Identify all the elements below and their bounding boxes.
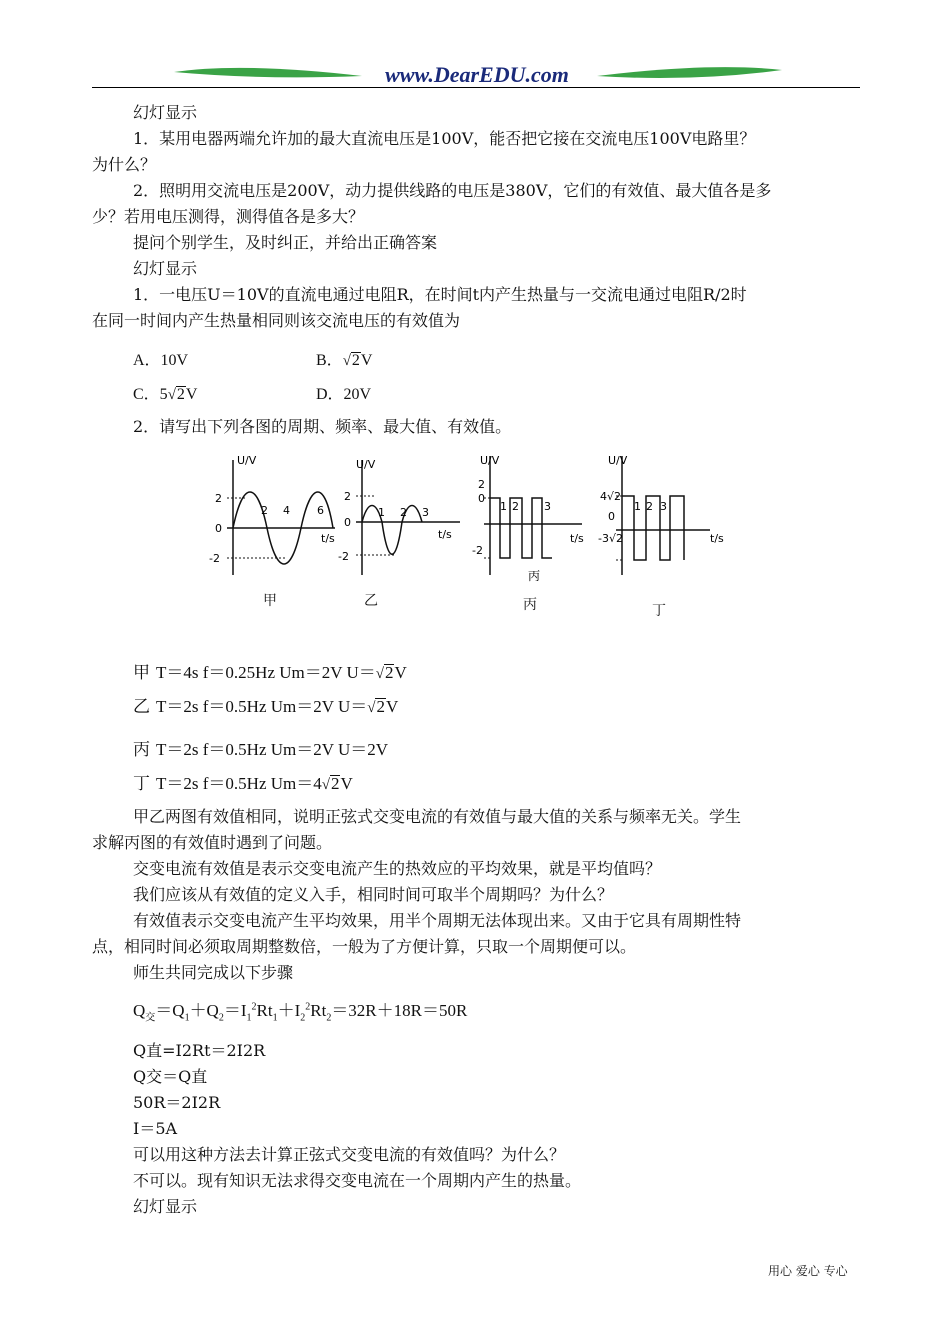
bing-ylabel: U/V (480, 454, 500, 467)
yi-tick-ymin: -2 (338, 550, 349, 563)
jia-tick-x1: 2 (261, 504, 268, 517)
step-result: I＝5A (133, 1119, 178, 1138)
jia-tick-ymax: 2 (215, 492, 222, 505)
jia-tick-zero: 0 (215, 522, 222, 535)
exercise-1: 1．一电压U＝10V的直流电通过电阻R，在时间t内产生热量与一交流电通过电阻R/2时 (133, 285, 747, 304)
jia-xlabel: t/s (321, 532, 335, 545)
exercise-1-cont: 在同一时间内产生热量相同则该交流电压的有效值为 (92, 311, 461, 330)
ding-tick-ymin: -3√2 (598, 532, 623, 545)
ding-tick-zero: 0 (608, 510, 615, 523)
yi-tick-x2: 2 (400, 506, 407, 519)
header-banner (92, 58, 860, 90)
right-green-swoosh (597, 67, 782, 78)
option-d: D．20V (316, 386, 372, 403)
caption-ding: 丁 (652, 603, 666, 619)
bing-inner-caption: 丙 (528, 569, 541, 583)
steps-heading: 师生共同完成以下步骤 (133, 963, 294, 982)
answer-jia: 甲 T＝4s f＝0.25Hz Um＝2V U＝√2V (133, 663, 407, 683)
site-logo-text: www.DearEDU.com (385, 62, 569, 87)
ding-tick-x2: 2 (646, 500, 653, 513)
discussion-1-cont: 求解丙图的有效值时遇到了问题。 (92, 833, 333, 852)
teacher-note: 提问个别学生，及时纠正，并给出正确答案 (133, 233, 438, 252)
slide-heading: 幻灯显示 (133, 103, 198, 122)
answer-sine: 不可以。现有知识无法求得交变电流在一个周期内产生的热量。 (133, 1171, 582, 1190)
answer-bing: 丙 T＝2s f＝0.5Hz Um＝2V U＝2V (133, 740, 389, 760)
discussion-4: 有效值表示交变电流产生平均效果，用半个周期无法体现出来。又由于它具有周期性特 (133, 911, 742, 930)
caption-bing: 丙 (523, 597, 537, 613)
jia-tick-x2: 4 (283, 504, 290, 517)
slide-heading-3: 幻灯显示 (133, 1197, 198, 1216)
caption-yi: 乙 (364, 593, 378, 609)
jia-tick-ymin: -2 (209, 552, 220, 565)
discussion-4-cont: 点，相同时间必须取周期整数倍，一般为了方便计算，只取一个周期便可以。 (92, 937, 637, 956)
bing-tick-ymax: 2 (478, 478, 485, 491)
heat-formula: $Q_交=Q_1+Q_2=I_1^2Rt_1+I_2^2Rt_2=32R+18R=50R$ (133, 1001, 468, 1024)
ding-tick-x1: 1 (634, 500, 641, 513)
jia-tick-x3: 6 (317, 504, 324, 517)
jia-ylabel: U/V (237, 454, 257, 467)
yi-xlabel: t/s (438, 528, 452, 541)
step-q-direct: Q直=I2Rt＝2I2R (133, 1041, 266, 1060)
discussion-2: 交变电流有效值是表示交变电流产生的热效应的平均效果，就是平均值吗？ (133, 859, 662, 878)
question-1: 1．某用电器两端允许加的最大直流电压是100V，能否把它接在交流电压100V电路里？ (133, 129, 756, 148)
yi-ylabel: U/V (356, 458, 376, 471)
ding-tick-x3: 3 (660, 500, 667, 513)
step-equation: 50R＝2I2R (133, 1093, 221, 1112)
left-green-swoosh (174, 68, 362, 78)
question-2: 2．照明用交流电压是200V，动力提供线路的电压是380V，它们的有效值、最大值各是多 (133, 181, 772, 200)
yi-tick-zero: 0 (344, 516, 351, 529)
yi-tick-x1: 1 (378, 506, 385, 519)
discussion-3: 我们应该从有效值的定义入手，相同时间可取半个周期吗？为什么？ (133, 885, 614, 904)
question-2-cont: 少？若用电压测得，测得值各是多大？ (92, 207, 365, 226)
yi-tick-ymax: 2 (344, 490, 351, 503)
discussion-1: 甲乙两图有效值相同，说明正弦式交变电流的有效值与最大值的关系与频率无关。学生 (133, 807, 742, 826)
yi-tick-x3: 3 (422, 506, 429, 519)
bing-tick-x1: 1 (500, 500, 507, 513)
ding-ylabel: U/V (608, 454, 628, 467)
graph-bing (470, 450, 600, 585)
bing-tick-ymin: -2 (472, 544, 483, 557)
footer-text: 用心 爱心 专心 (768, 1264, 848, 1278)
slide-heading-2: 幻灯显示 (133, 259, 198, 278)
option-a: A．10V (133, 352, 189, 369)
caption-jia: 甲 (263, 593, 277, 609)
graph-ding (598, 450, 738, 585)
exercise-2: 2．请写出下列各图的周期、频率、最大值、有效值。 (133, 417, 512, 436)
answer-ding: 丁 T＝2s f＝0.5Hz Um＝4√2V (133, 774, 353, 794)
bing-tick-zero: 0 (478, 492, 485, 505)
answer-yi: 乙 T＝2s f＝0.5Hz Um＝2V U＝√2V (133, 697, 399, 717)
graph-yi (338, 450, 468, 580)
question-1-cont: 为什么？ (92, 155, 157, 174)
option-b: B．√2V (316, 352, 373, 369)
graph-jia (205, 450, 345, 580)
bing-xlabel: t/s (570, 532, 584, 545)
ding-xlabel: t/s (710, 532, 724, 545)
ding-tick-ymax: 4√2 (600, 490, 622, 503)
option-c: C．5√2V (133, 386, 198, 403)
bing-tick-x3: 3 (544, 500, 551, 513)
question-sine: 可以用这种方法去计算正弦式交变电流的有效值吗？为什么？ (133, 1145, 566, 1164)
header-rule (92, 87, 860, 88)
bing-tick-x2: 2 (512, 500, 519, 513)
step-q-equal: Q交＝Q直 (133, 1067, 208, 1086)
